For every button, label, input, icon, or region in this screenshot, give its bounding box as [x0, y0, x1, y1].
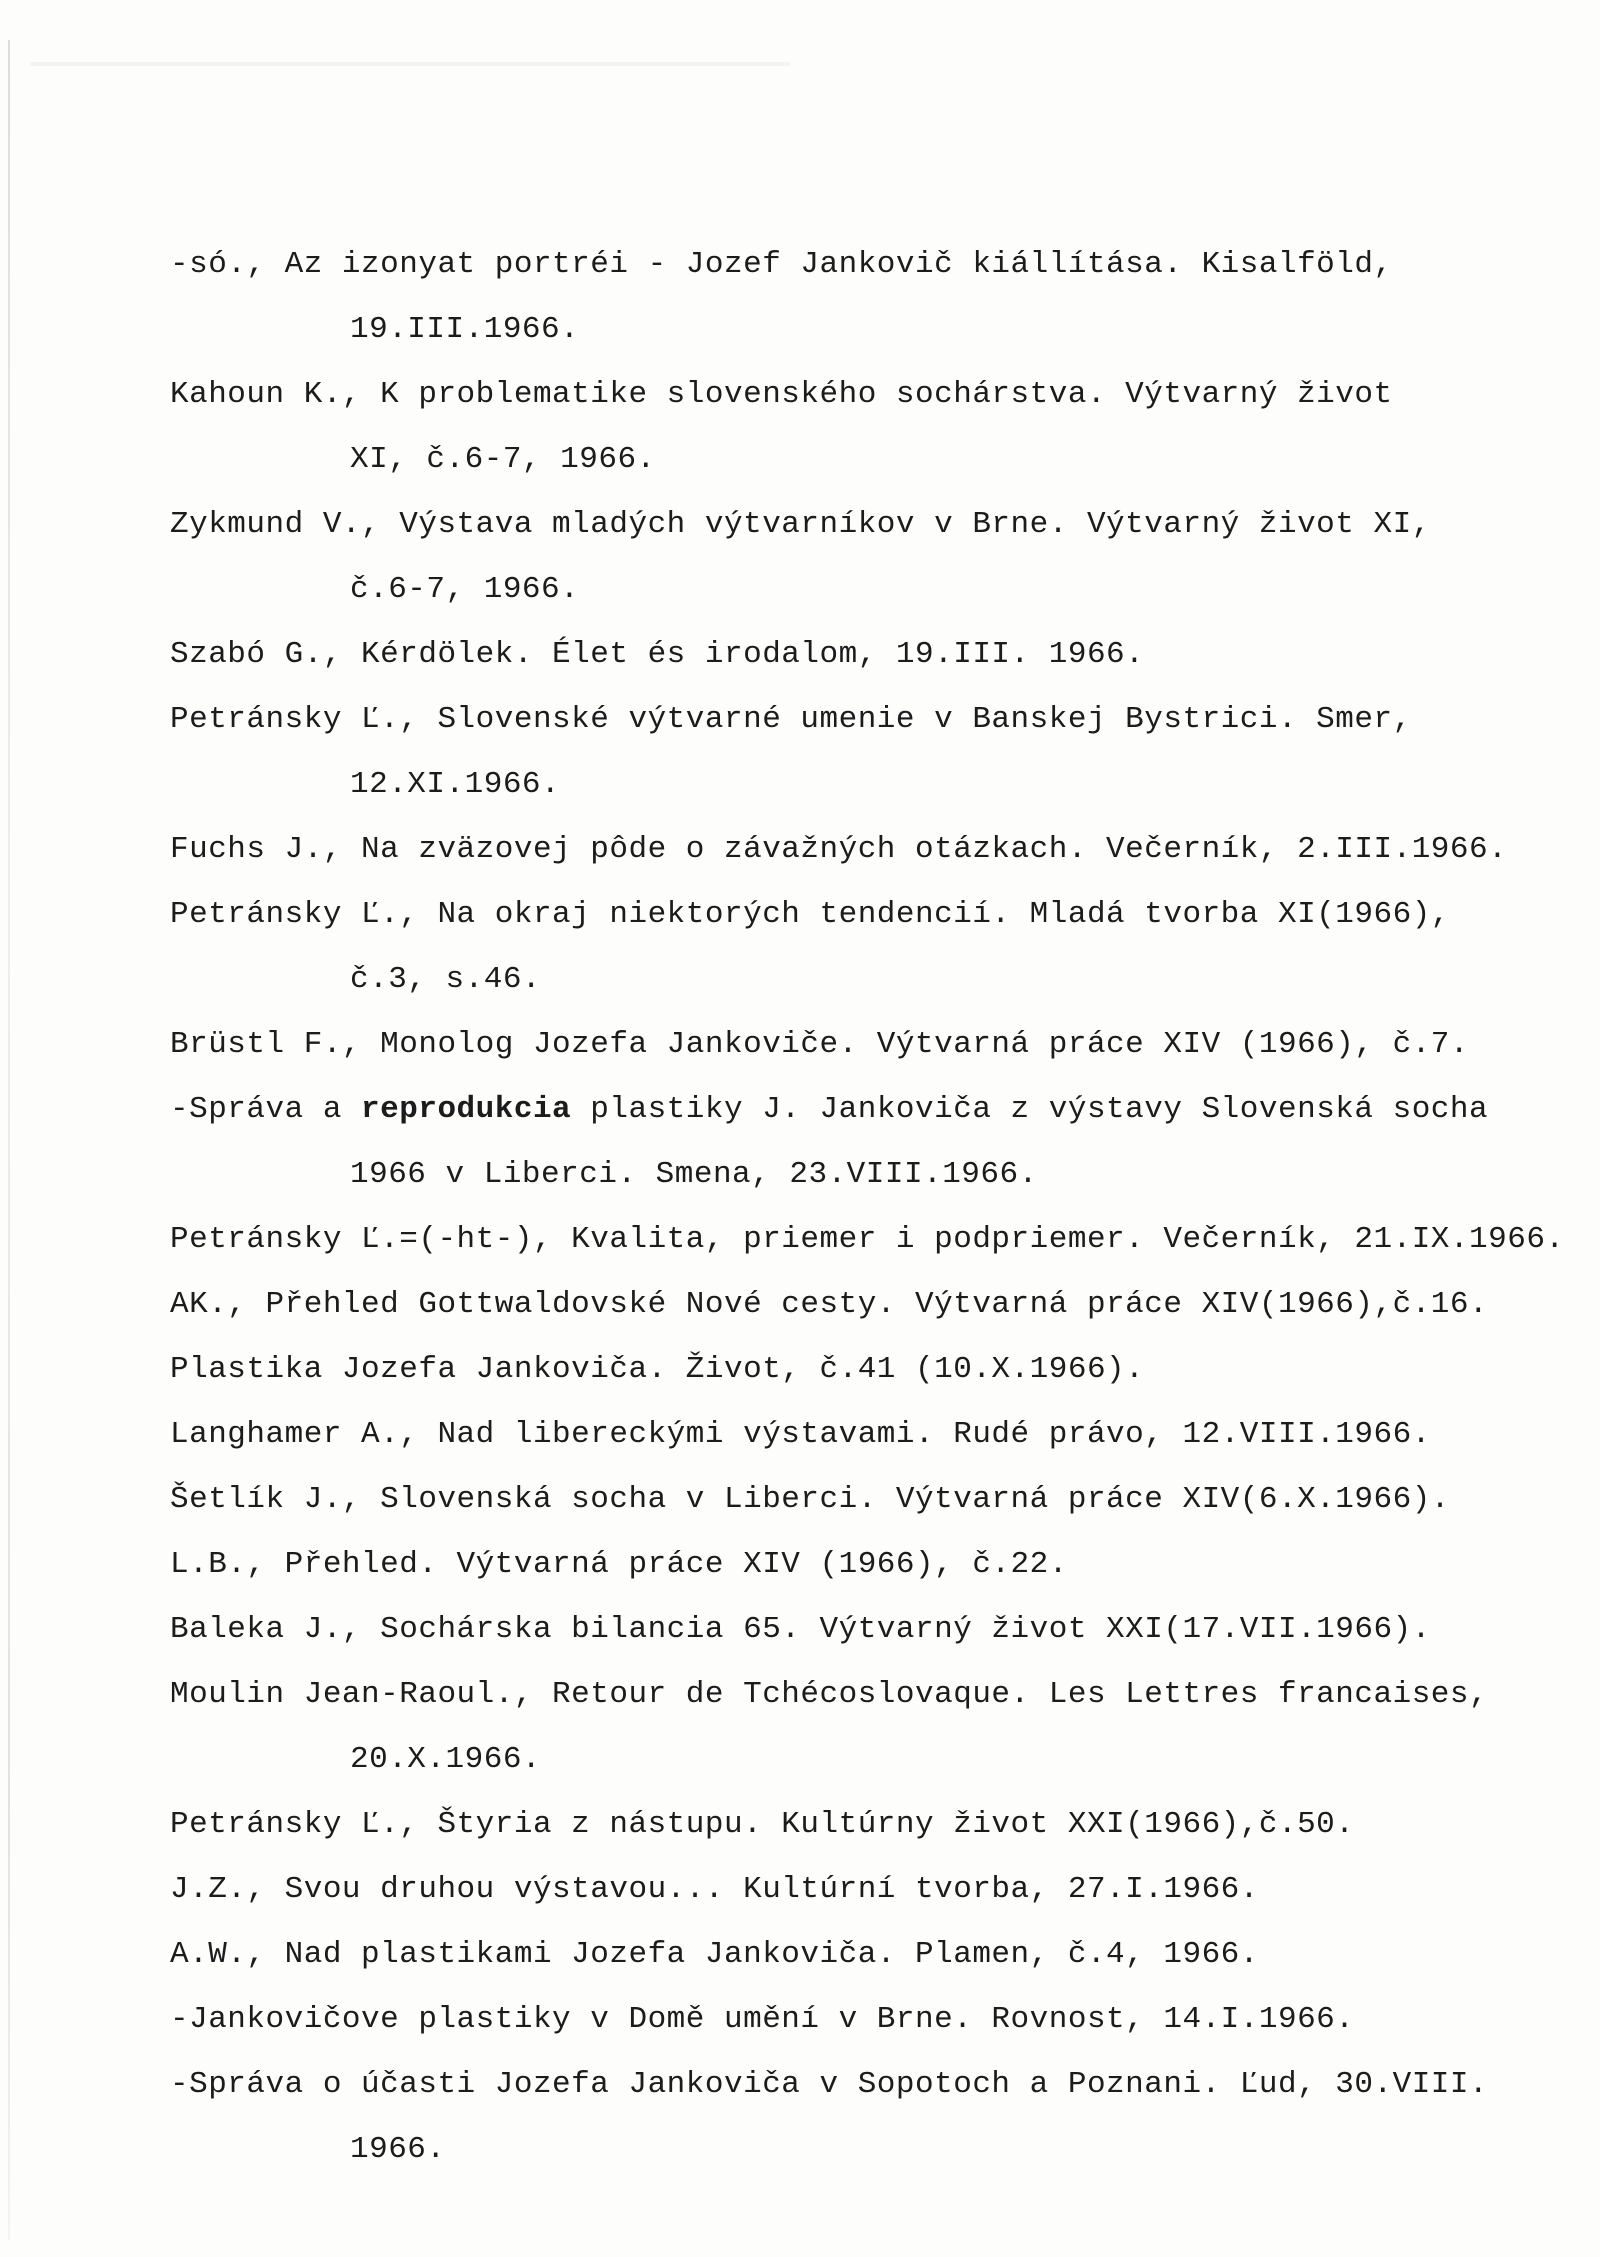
entry-line: AK., Přehled Gottwaldovské Nové cesty. Výtvarná práce XIV(1966),č.16. — [170, 1287, 1489, 1322]
bibliography-entry — [170, 232, 1570, 362]
entry-line: Petránsky Ľ., Na okraj niektorých tendencií. Mladá tvorba XI(1966), — [170, 897, 1450, 932]
entry-text: -Správa a — [170, 1092, 362, 1127]
bibliography-entry — [170, 1792, 1570, 1857]
entry-line: J.Z., Svou druhou výstavou... Kultúrní tvorba, 27.I.1966. — [170, 1872, 1259, 1907]
bibliography-entry — [170, 1337, 1570, 1402]
entry-line: Brüstl F., Monolog Jozefa Jankoviče. Výtvarná práce XIV (1966), č.7. — [170, 1027, 1470, 1062]
entry-line: Langhamer A., Nad libereckými výstavami. Rudé právo, 12.VIII.1966. — [170, 1417, 1431, 1452]
bibliography-entry — [170, 622, 1570, 687]
entry-line: L.B., Přehled. Výtvarná práce XIV (1966), č.22. — [170, 1547, 1068, 1582]
entry-continuation: XI, č.6-7, 1966. — [350, 442, 656, 477]
entry-line: Szabó G., Kérdölek. Élet és irodalom, 19.III. 1966. — [170, 637, 1145, 672]
bibliography-entry — [170, 1012, 1570, 1077]
entry-line: -só., Az izonyat portréi - Jozef Jankovič kiállítása. Kisalföld, — [170, 247, 1393, 282]
bibliography-entry — [170, 817, 1570, 882]
bibliography-entry — [170, 1467, 1570, 1532]
bibliography-entry — [170, 2052, 1570, 2182]
entry-line: Moulin Jean-Raoul., Retour de Tchécoslovaque. Les Lettres francaises, — [170, 1677, 1489, 1712]
entry-line: Plastika Jozefa Jankoviča. Život, č.41 (10.X.1966). — [170, 1352, 1145, 1387]
bibliography-entry — [170, 1532, 1570, 1597]
bibliography-entry — [170, 687, 1570, 817]
entry-line: -Správa o účasti Jozefa Jankoviča v Sopotoch a Poznani. Ľud, 30.VIII. — [170, 2067, 1489, 2102]
entry-continuation: 20.X.1966. — [350, 1742, 542, 1777]
bibliography-entry — [170, 1987, 1570, 2052]
entry-line: -Jankovičove plastiky v Domě umění v Brne. Rovnost, 14.I.1966. — [170, 2002, 1355, 2037]
entry-continuation: 1966. — [350, 2132, 446, 2167]
entry-line: Petránsky Ľ., Slovenské výtvarné umenie v Banskej Bystrici. Smer, — [170, 702, 1412, 737]
entry-line: A.W., Nad plastikami Jozefa Jankoviča. Plamen, č.4, 1966. — [170, 1937, 1259, 1972]
entry-continuation: č.6-7, 1966. — [350, 572, 580, 607]
bibliography-entry — [170, 1402, 1570, 1467]
entry-continuation: č.3, s.46. — [350, 962, 542, 997]
entry-line: Zykmund V., Výstava mladých výtvarníkov v Brne. Výtvarný život XI, — [170, 507, 1431, 542]
entry-line: Fuchs J., Na zväzovej pôde o závažných otázkach. Večerník, 2.III.1966. — [170, 832, 1508, 867]
entry-line — [170, 1077, 1570, 1142]
entry-line: Baleka J., Sochárska bilancia 65. Výtvarný život XXI(17.VII.1966). — [170, 1612, 1431, 1647]
bibliography-entry — [170, 1207, 1570, 1272]
entry-continuation: 19.III.1966. — [350, 312, 580, 347]
bibliography-entry — [170, 1662, 1570, 1792]
bibliography-entry — [170, 492, 1570, 622]
bibliography-entry — [170, 362, 1570, 492]
bibliography-entry — [170, 1077, 1570, 1207]
bibliography-entry — [170, 1857, 1570, 1922]
bibliography-entry — [170, 882, 1570, 1012]
scan-smudge — [30, 62, 790, 66]
bibliography-entry — [170, 1922, 1570, 1987]
bibliography-entry — [170, 1597, 1570, 1662]
entry-line: Petránsky Ľ., Štyria z nástupu. Kultúrny život XXI(1966),č.50. — [170, 1807, 1355, 1842]
page-edge-shadow — [8, 40, 10, 2240]
bibliography-list — [170, 232, 1570, 2182]
entry-continuation: 12.XI.1966. — [350, 767, 561, 802]
entry-text: plastiky J. Jankoviča z výstavy Slovenská socha — [571, 1092, 1489, 1127]
entry-line: Šetlík J., Slovenská socha v Liberci. Výtvarná práce XIV(6.X.1966). — [170, 1482, 1450, 1517]
entry-bold-text: reprodukcia — [361, 1092, 572, 1127]
entry-line: Petránsky Ľ.=(-ht-), Kvalita, priemer i podpriemer. Večerník, 21.IX.1966. — [170, 1222, 1565, 1257]
entry-line: Kahoun K., K problematike slovenského sochárstva. Výtvarný život — [170, 377, 1393, 412]
entry-continuation: 1966 v Liberci. Smena, 23.VIII.1966. — [350, 1157, 1038, 1192]
bibliography-entry — [170, 1272, 1570, 1337]
